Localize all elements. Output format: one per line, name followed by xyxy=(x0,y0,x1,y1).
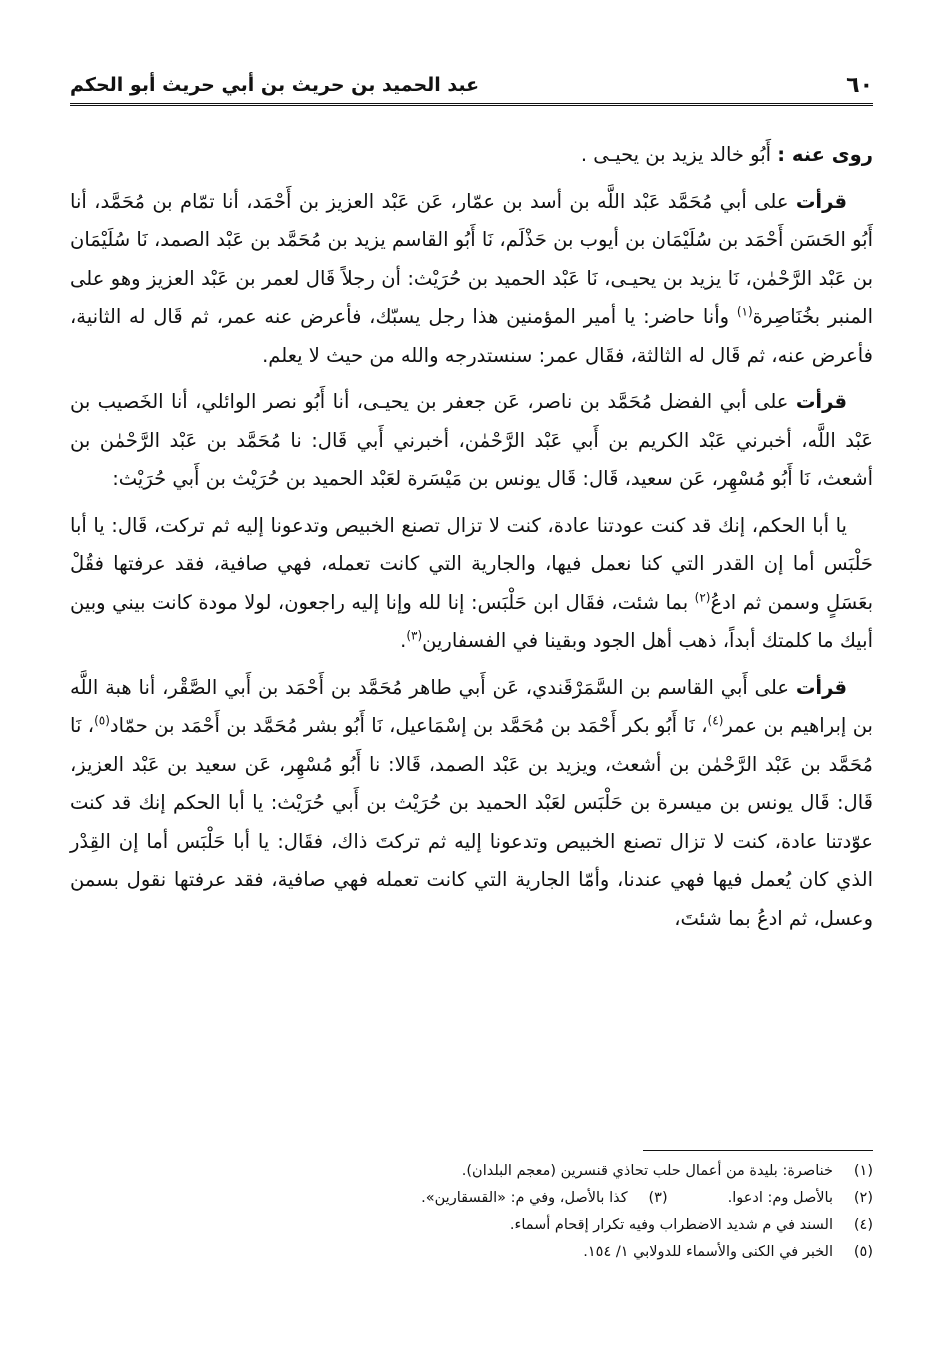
footnote-text: كذا بالأصل، وفي م: «القسقارين». xyxy=(421,1190,628,1206)
footnote-text: خناصرة: بليدة من أعمال حلب تحاذي قنسرين (معجم البلدان). xyxy=(461,1163,833,1179)
paragraph-text: على أبي الفضل مُحَمَّد بن ناصر، عَن جعفر بن يحيـى، أنا أَبُو نصر الوائلي، أنا الخَصيب بن عَبْد اللَّه، أخبرني عَبْد الكريم بن أَبي عَبْد الرَّحْمٰن، أخبرني أَبي قَال: نا مُحَمَّد بن عَبْد الرَّحْمٰن بن أشعث، نَا أَبُو مُسْهِر، عَن سعيد، قَال: قَال يونس بن مَيْسَرة لعَبْد الحميد بن حُرَيْث بن أَبي حُرَيْث: xyxy=(70,390,873,490)
footnote-number: (٢) xyxy=(853,1190,873,1206)
footnote-text: السند في م شديد الاضطراب وفيه تكرار إقحام أسماء. xyxy=(509,1217,833,1233)
paragraph-isnad-3 xyxy=(70,669,873,939)
footnote-ref[interactable]: (٥) xyxy=(94,713,110,728)
paragraph-lead: قرأت xyxy=(795,390,847,413)
paragraph-text: على أبي مُحَمَّد عَبْد اللَّه بن أسد بن عمّار، عَن عَبْد العزيز بن أَحْمَد، أنا تمّام بن مُحَمَّد، أنا أَبُو الحَسَن أَحْمَد بن سُلَيْمَان بن أيوب بن حَذْلَم، نَا أَبُو القاسم يزيد بن مُحَمَّد بن عَبْد الصمد، نَا سُلَيْمَان بن عَبْد الرَّحْمٰن، نَا يزيد بن يحيـى، نَا عَبْد الحميد بن حُرَيْث: أن رجلاً قَال لعمر بن عَبْد العزيز وهو على المنبر بخُنَاصِرة xyxy=(70,189,873,328)
paragraph-text: ، نَا مُحَمَّد بن عَبْد الرَّحْمٰن بن أشعث، ويزيد بن عَبْد الصمد، قَالا: نا أَبُو مُسْهِر، عَن سعيد بن عَبْد العزيز، قَال: قَال يونس بن ميسرة بن حَلْبَس لعَبْد الحميد بن حُرَيْث بن أَبي حُرَيْث: يا أبا الحكم إنك قد كنت عوّدتنا عادة، كنت لا تزال تصنع الخبيص وتدعونا إليه ثم تركتَ ذاك، فقَال: يا أبا حَلْبَس أما إن القِدْر الذي كان يُعمل فيها فهي عندنا، وأمّا الجارية التي كانت تعمله فهي صافية، فقد عرفتها نقول بسمن وعسل، ثم ادعُ بما شئتَ، xyxy=(70,714,873,930)
footnote-number: (١) xyxy=(853,1163,873,1179)
footnote-ref[interactable]: (٢) xyxy=(694,590,711,604)
footnote-divider xyxy=(643,1150,873,1151)
footnote-ref[interactable]: (١) xyxy=(736,304,753,319)
paragraph-text: . xyxy=(400,629,407,652)
paragraph-isnad-1 xyxy=(70,183,873,376)
paragraph-text: أَبُو خالد يزيد بن يحيـى . xyxy=(580,143,778,166)
header-rule xyxy=(70,103,873,108)
paragraph-lead: روى عنه : xyxy=(777,143,873,166)
paragraph-text: ، نَا أَبُو بكر أَحْمَد بن مُحَمَّد بن إسْمَاعيل، نَا أَبُو بشر مُحَمَّد بن أَحْمَد بن حمّاد xyxy=(109,714,708,737)
running-title: عبد الحميد بن حريث بن أبي حريث أبو الحكم xyxy=(70,74,480,96)
footnote-number: (٤) xyxy=(853,1217,873,1233)
paragraph-text: على أَبي القاسم بن السَّمَرْقَندي، عَن أَبي طاهر مُحَمَّد بن أَحْمَد بن أَبي الصَّقْر، أنا هبة اللَّه بن إبراهيم بن عمر xyxy=(70,675,873,737)
page-header xyxy=(70,68,873,102)
footnote-number: (٥) xyxy=(853,1244,873,1260)
paragraph-lead: قرأت xyxy=(795,675,847,699)
footnote-item xyxy=(70,1212,873,1239)
paragraph-text: وأنا حاضر: يا أمير المؤمنين هذا رجل يسبّك، فأعرض عنه عمر، ثم قَال له الثانية، فأعرض عنه، ثم قَال له الثالثة، فقَال عمر: سنستدرجه والله من حيث لا يعلم. xyxy=(70,305,873,367)
footnote-item xyxy=(70,1239,873,1266)
footnotes xyxy=(70,1158,873,1266)
footnote-text: الخبر في الكنى والأسماء للدولابي ١/ ١٥٤. xyxy=(583,1244,833,1260)
footnote-item xyxy=(70,1158,873,1185)
paragraph-narrators xyxy=(70,136,873,175)
page-number: ٦٠ xyxy=(846,72,873,98)
footnote-ref[interactable]: (٤) xyxy=(707,713,724,728)
footnote-item xyxy=(70,1185,873,1212)
paragraph-isnad-2 xyxy=(70,383,873,499)
main-text xyxy=(70,136,873,946)
paragraph-story xyxy=(70,507,873,661)
paragraph-text: يا أبا الحكم، إنك قد كنت عودتنا عادة، كنت لا تزال تصنع الخبيص وتدعونا إليه ثم تركت، قَال: يا أبا حَلْبَس أما إن القدر التي كنا نعمل فيها، والجارية التي كانت تعمله، فهي صافية، فقد عرفتها فقُلْ بعَسَلٍ وسمن ثم ادعُ xyxy=(70,513,874,614)
footnote-number: (٣) xyxy=(648,1190,668,1206)
paragraph-text: بما شئت، فقَال ابن حَلْبَس: إنا لله وإنا إليه راجعون، لولا مودة كانت بيني وبين أبيك ما كلمتك أبداً، ذهب أهل الجود وبقينا في الفسفارين xyxy=(70,590,873,652)
footnote-ref[interactable]: (٣) xyxy=(406,628,423,643)
paragraph-lead: قرأت xyxy=(795,189,847,213)
footnote-text: بالأصل وم: ادعوا. xyxy=(727,1190,833,1206)
